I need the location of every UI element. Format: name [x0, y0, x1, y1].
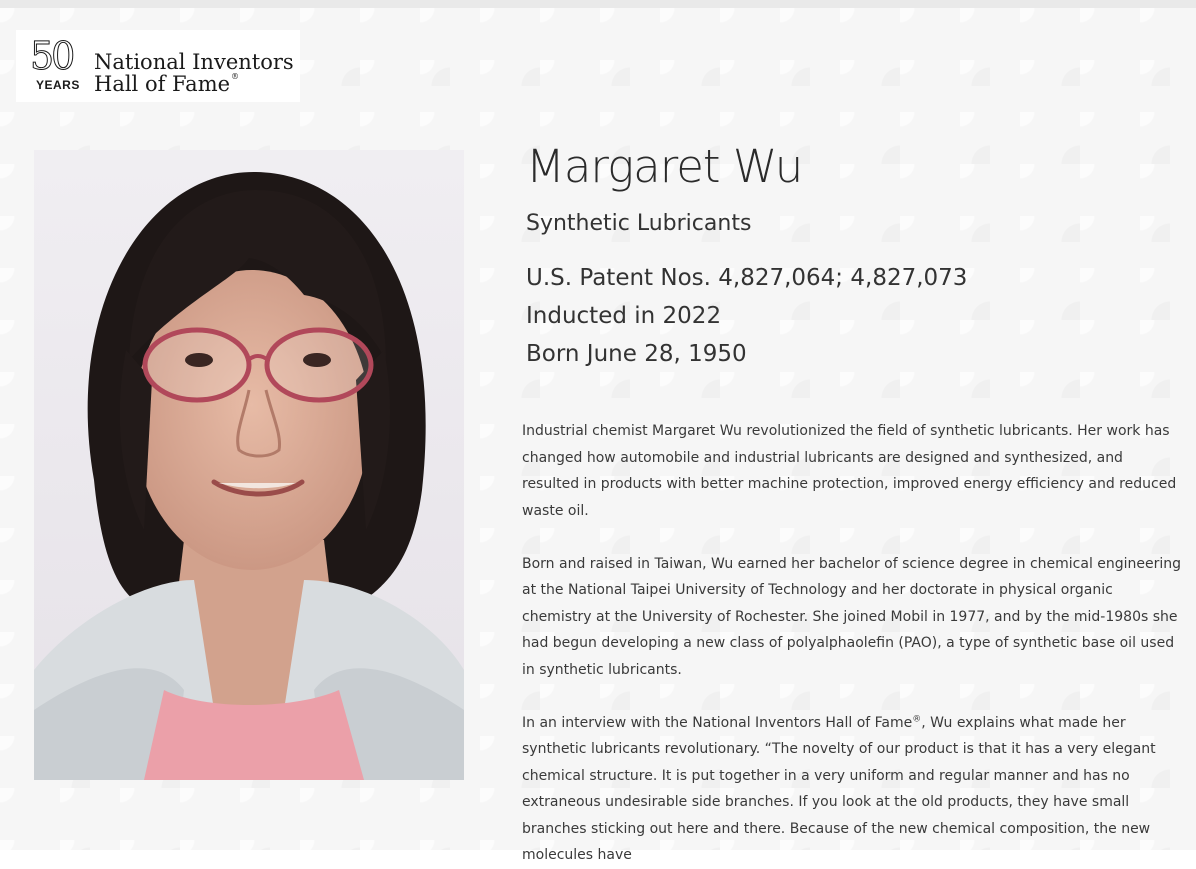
inductee-field: Synthetic Lubricants	[526, 211, 752, 236]
logo-line-2-text: Hall of Fame	[94, 72, 231, 96]
bio-paragraph-3-start: In an interview with the National Inventors Hall of Fame	[522, 714, 913, 731]
logo-years-label: YEARS	[36, 78, 80, 92]
page-background	[0, 8, 1196, 863]
logo-50-years-mark: 50	[30, 34, 73, 78]
inductee-birth-date: Born June 28, 1950	[526, 341, 747, 367]
inductee-name: Margaret Wu	[526, 140, 803, 193]
inductee-inducted-year: Inducted in 2022	[526, 303, 722, 329]
bio-paragraph-1: Industrial chemist Margaret Wu revolutionized the field of synthetic lubricants. Her work has changed how automobile and industrial lubricants are designed and synthesized, and resulted in products with better machine protection, improved energy efficiency and reduced waste oil.	[522, 423, 1177, 519]
logo-line-2	[94, 72, 239, 96]
bio-paragraph-3-rest: , Wu explains what made her synthetic lubricants revolutionary. “The novelty of our product is that it has a very elegant chemical structure. It is put together in a very uniform and regular manner and has no extraneous undesirable side branches. If you look at the old products, they have small branches sticking out here and there. Because of the new chemical composition, the new molecules have	[522, 714, 1156, 863]
bio-paragraph-3	[522, 710, 1182, 869]
logo-line-1: National Inventors	[94, 50, 294, 74]
portrait-photo	[34, 150, 464, 780]
nihf-logo[interactable]	[16, 30, 300, 102]
bio-paragraph-2: Born and raised in Taiwan, Wu earned her bachelor of science degree in chemical engineering at the National Taipei University of Technology and her doctorate in physical organic chemistry at the University of Rochester. She joined Mobil in 1977, and by the mid-1980s she had begun developing a new class of polyalphaolefin (PAO), a type of synthetic base oil used in synthetic lubricants.	[522, 555, 1182, 678]
top-bar	[0, 0, 1196, 8]
registered-mark: ®	[912, 713, 922, 724]
inductee-patents: U.S. Patent Nos. 4,827,064; 4,827,073	[526, 265, 968, 291]
biography	[522, 418, 1182, 863]
logo-registered-mark: ®	[231, 72, 240, 81]
portrait-illustration	[34, 150, 464, 780]
